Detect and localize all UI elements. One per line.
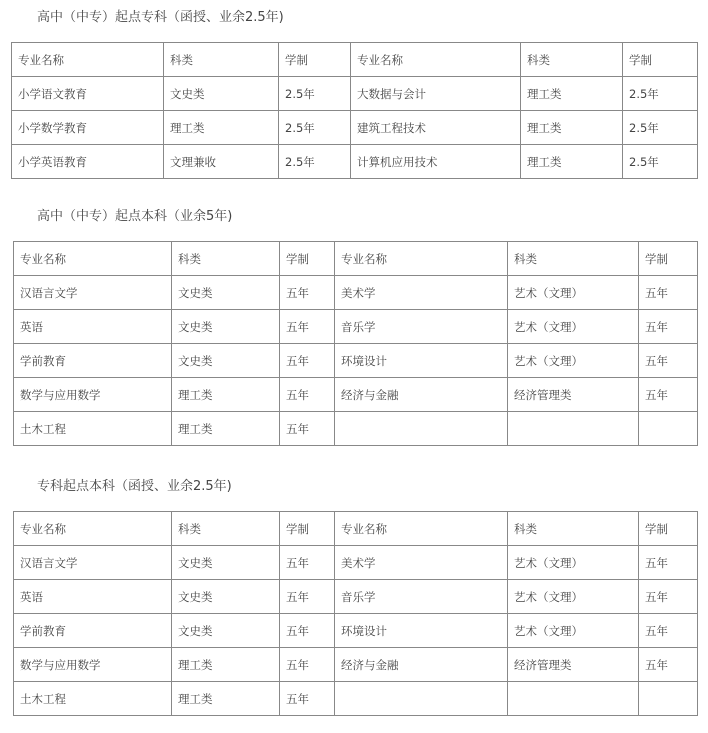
table-cell: 数学与应用数学 [14, 378, 172, 412]
table-cell: 英语 [14, 580, 172, 614]
section-title-1: 高中（中专）起点专科（函授、业余2.5年) [37, 10, 284, 25]
table-cell [639, 412, 698, 446]
table-cell: 小学英语教育 [12, 145, 164, 179]
table-cell: 大数据与会计 [351, 77, 521, 111]
table-cell: 音乐学 [335, 310, 508, 344]
table-row [14, 648, 698, 682]
table-cell: 专业名称 [335, 242, 508, 276]
table-cell: 学前教育 [14, 614, 172, 648]
table-cell: 文史类 [164, 77, 279, 111]
table-cell: 理工类 [521, 145, 623, 179]
table-cell: 五年 [639, 344, 698, 378]
table-cell: 五年 [639, 580, 698, 614]
table-cell: 五年 [280, 310, 335, 344]
table-cell: 环境设计 [335, 344, 508, 378]
table-cell: 五年 [280, 344, 335, 378]
table-cell: 专业名称 [335, 512, 508, 546]
table-cell: 五年 [280, 412, 335, 446]
table-cell [508, 682, 639, 716]
table-cell: 经济管理类 [508, 648, 639, 682]
table-cell: 五年 [280, 546, 335, 580]
table-cell: 五年 [280, 378, 335, 412]
table-cell: 五年 [639, 546, 698, 580]
table-cell: 学前教育 [14, 344, 172, 378]
table-cell: 艺术（文理） [508, 614, 639, 648]
table-cell: 环境设计 [335, 614, 508, 648]
table-row [12, 145, 698, 179]
table-cell: 美术学 [335, 276, 508, 310]
table-row [14, 614, 698, 648]
table-cell: 文史类 [172, 614, 280, 648]
table-cell: 经济与金融 [335, 378, 508, 412]
table-gaozhong-benke [13, 241, 698, 446]
table-cell: 2.5年 [623, 77, 698, 111]
table-row [14, 412, 698, 446]
table-cell: 五年 [639, 378, 698, 412]
table-cell: 专业名称 [14, 242, 172, 276]
table-cell: 学制 [280, 242, 335, 276]
table-cell [639, 682, 698, 716]
table-cell: 2.5年 [279, 145, 351, 179]
table-row [14, 276, 698, 310]
table-gaozhong-zhuanke [11, 42, 698, 179]
table-cell [335, 682, 508, 716]
table-cell: 学制 [279, 43, 351, 77]
table-cell: 五年 [280, 682, 335, 716]
table-cell: 学制 [639, 512, 698, 546]
table-cell: 音乐学 [335, 580, 508, 614]
table-cell: 理工类 [172, 378, 280, 412]
table-cell: 理工类 [172, 648, 280, 682]
table-cell: 五年 [639, 614, 698, 648]
table-cell: 建筑工程技术 [351, 111, 521, 145]
table-row [14, 580, 698, 614]
table-cell: 学制 [280, 512, 335, 546]
table-cell: 专业名称 [12, 43, 164, 77]
table-cell: 五年 [639, 276, 698, 310]
table-cell: 专业名称 [351, 43, 521, 77]
table-cell: 2.5年 [279, 111, 351, 145]
table-cell: 艺术（文理） [508, 546, 639, 580]
table-cell: 计算机应用技术 [351, 145, 521, 179]
table-cell: 土木工程 [14, 682, 172, 716]
table-cell: 五年 [639, 310, 698, 344]
table-cell: 文史类 [172, 310, 280, 344]
table-cell: 理工类 [172, 412, 280, 446]
table-cell: 文史类 [172, 344, 280, 378]
table-cell: 五年 [639, 648, 698, 682]
table-cell: 文史类 [172, 546, 280, 580]
table-row [14, 378, 698, 412]
table-cell: 小学语文教育 [12, 77, 164, 111]
table-zhuanke-benke [13, 511, 698, 716]
table-header-row [14, 242, 698, 276]
table-cell: 五年 [280, 648, 335, 682]
table-row [14, 546, 698, 580]
table-cell: 五年 [280, 580, 335, 614]
table-cell: 科类 [521, 43, 623, 77]
table-row [12, 111, 698, 145]
table-cell [508, 412, 639, 446]
table-cell: 汉语言文学 [14, 276, 172, 310]
section-title-2: 高中（中专）起点本科（业余5年) [37, 209, 233, 224]
table-cell: 艺术（文理） [508, 276, 639, 310]
table-cell: 2.5年 [623, 111, 698, 145]
table-cell: 科类 [172, 512, 280, 546]
table-cell: 艺术（文理） [508, 580, 639, 614]
table-cell: 艺术（文理） [508, 344, 639, 378]
table-cell: 经济管理类 [508, 378, 639, 412]
table-cell: 学制 [639, 242, 698, 276]
table-cell: 理工类 [164, 111, 279, 145]
table-cell [335, 412, 508, 446]
table-cell: 科类 [508, 242, 639, 276]
table-header-row [14, 512, 698, 546]
table-cell: 五年 [280, 276, 335, 310]
table-cell: 汉语言文学 [14, 546, 172, 580]
table-cell: 2.5年 [623, 145, 698, 179]
table-cell: 英语 [14, 310, 172, 344]
table-cell: 科类 [508, 512, 639, 546]
table-cell: 文史类 [172, 580, 280, 614]
table-cell: 2.5年 [279, 77, 351, 111]
table-cell: 学制 [623, 43, 698, 77]
table-cell: 数学与应用数学 [14, 648, 172, 682]
table-cell: 科类 [172, 242, 280, 276]
table-row [14, 344, 698, 378]
table-row [14, 682, 698, 716]
table-row [12, 77, 698, 111]
table-cell: 小学数学教育 [12, 111, 164, 145]
table-cell: 土木工程 [14, 412, 172, 446]
table-cell: 文史类 [172, 276, 280, 310]
table-cell: 文理兼收 [164, 145, 279, 179]
table-cell: 理工类 [521, 77, 623, 111]
table-cell: 艺术（文理） [508, 310, 639, 344]
table-header-row [12, 43, 698, 77]
table-cell: 美术学 [335, 546, 508, 580]
table-cell: 科类 [164, 43, 279, 77]
table-cell: 五年 [280, 614, 335, 648]
table-cell: 理工类 [521, 111, 623, 145]
table-row [14, 310, 698, 344]
table-cell: 专业名称 [14, 512, 172, 546]
table-cell: 理工类 [172, 682, 280, 716]
table-cell: 经济与金融 [335, 648, 508, 682]
section-title-3: 专科起点本科（函授、业余2.5年) [37, 479, 232, 494]
